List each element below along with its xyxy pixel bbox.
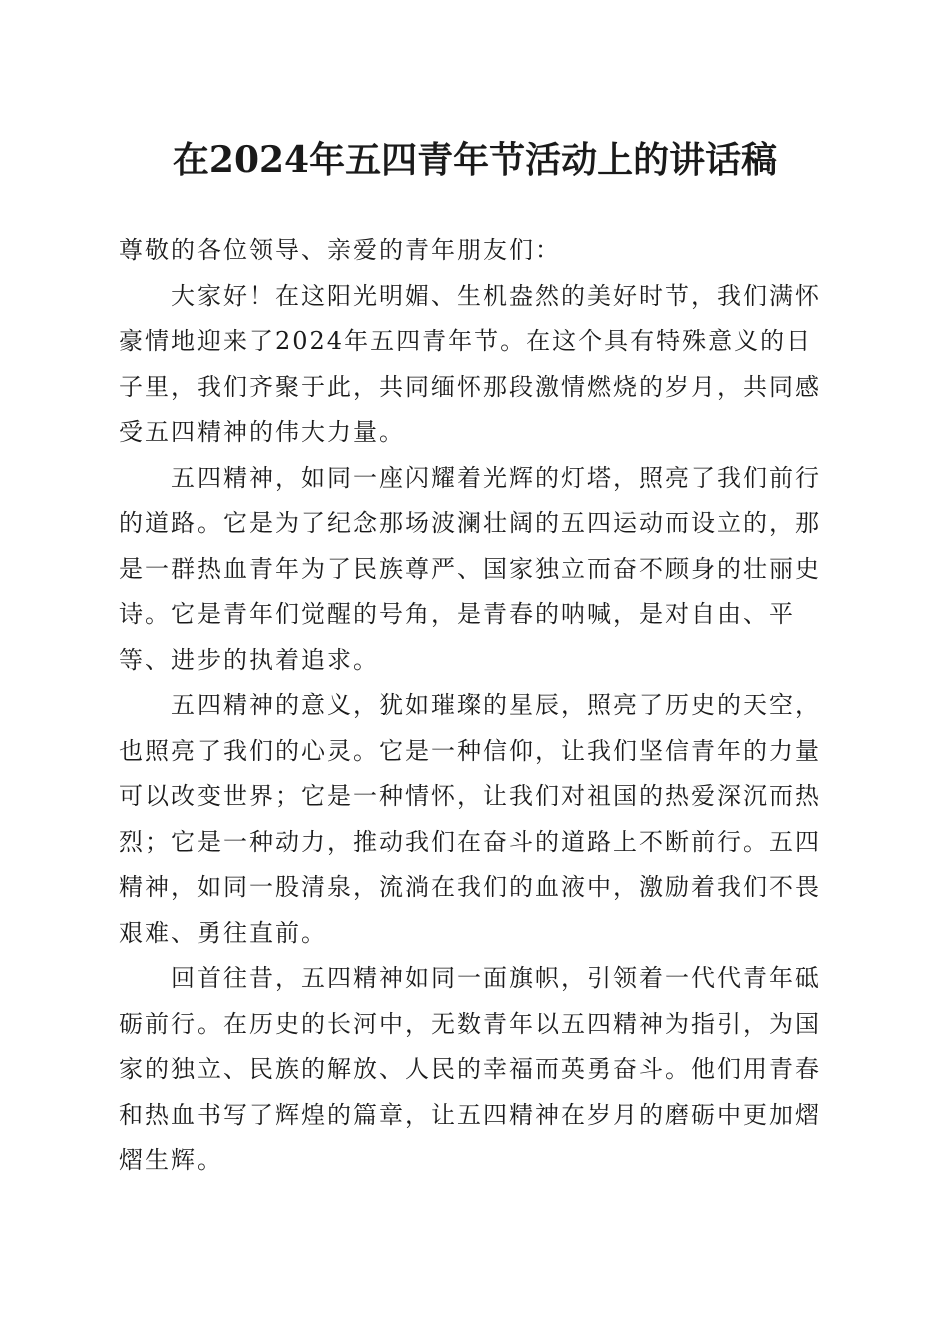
paragraph-3: 五四精神的意义，犹如璀璨的星辰，照亮了历史的天空，也照亮了我们的心灵。它是一种信仰，让我们坚信青年的力量可以改变世界；它是一种情怀，让我们对祖国的热爱深沉而热烈；它是一种动力，推动我们在奋斗的道路上不断前行。五四精神，如同一股清泉，流淌在我们的血液中，激励着我们不畏艰难、勇往直前。 (119, 691, 821, 947)
paragraph-4: 回首往昔，五四精神如同一面旗帜，引领着一代代青年砥砺前行。在历史的长河中，无数青年以五四精神为指引，为国家的独立、民族的解放、人民的幸福而英勇奋斗。他们用青春和热血书写了辉煌的篇章，让五四精神在岁月的磨砺中更加熠熠生辉。 (119, 964, 821, 1174)
document-title: 在2024年五四青年节活动上的讲话稿 (172, 139, 778, 181)
salutation: 尊敬的各位领导、亲爱的青年朋友们： (119, 236, 561, 264)
document-body (119, 228, 824, 1184)
paragraph-2: 五四精神，如同一座闪耀着光辉的灯塔，照亮了我们前行的道路。它是为了纪念那场波澜壮阔的五四运动而设立的，那是一群热血青年为了民族尊严、国家独立而奋不顾身的壮丽史诗。它是青年们觉醒的号角，是青春的呐喊，是对自由、平等、进步的执着追求。 (119, 463, 821, 674)
paragraph-1: 大家好！在这阳光明媚、生机盎然的美好时节，我们满怀豪情地迎来了2024年五四青年节。在这个具有特殊意义的日子里，我们齐聚于此，共同缅怀那段激情燃烧的岁月，共同感受五四精神的伟大力量。 (119, 281, 821, 446)
